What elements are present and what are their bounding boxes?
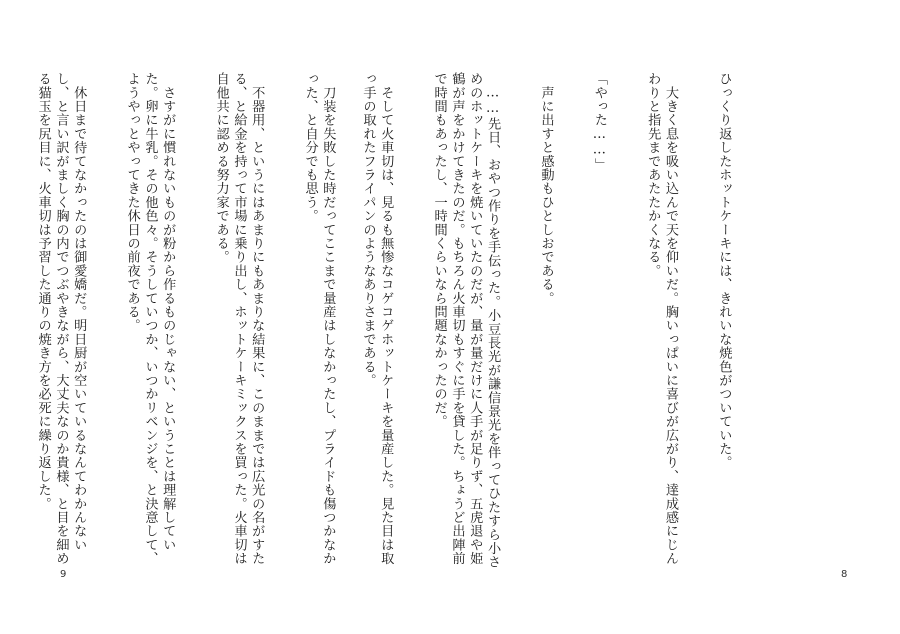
paragraph: そして火車切は、見るも無惨なコゲコゲホットケーキを量産した。見た目は取っ手の取れたフライパンのようなありさまである。 [360, 72, 394, 566]
paragraph: 大きく息を吸い込んで天を仰いだ。胸いっぱいに喜びが広がり、達成感にじんわりと指先まであたたかくなる。 [645, 72, 679, 566]
right-page-text [360, 72, 768, 572]
paragraph: 「やった……」 [591, 72, 607, 172]
paragraph: 不器用、というにはあまりにもあまりな結果に、このままでは広光の名がすたる、と給金を持って市場に乗り出し、ホットケーキミックスを買った。火車切は自他共に認める努力家である。 [213, 72, 265, 566]
paragraph: 休日まで待てなかったのは御愛嬌だ。明日厨が空いているなんてわかんないし、と言い訳がましく胸の内でつぶやきながら、大丈夫なのか貴様、と目を細める猫玉を尻目に、火車切は予習した通りの焼き方を必死に繰り返した。 [35, 72, 87, 566]
page-number-left: 9 [60, 569, 67, 580]
paragraph: さすがに慣れないものが粉から作るものじゃない、ということは理解していた。卵に牛乳。その他色々。そうしていつか、いつかリベンジを、と決意して、ようやっとやってきた休日の前夜である。 [124, 72, 176, 566]
paragraph: ひっくり返したホットケーキには、きれいな焼色がついていた。 [716, 72, 732, 470]
page-number-right: 8 [841, 569, 848, 580]
paragraph: 刀装を失敗した時だってここまで量産はしなかったし、プライドも傷つかなかった、と自分でも思う。 [302, 72, 336, 566]
right-page [360, 0, 900, 634]
paragraph: 声に出すと感動もひとしおである。 [538, 72, 554, 305]
paragraph: ……先日、おやつ作りを手伝った。小豆長光が謙信景光を伴ってひたすら小さめのホットケーキを焼いていたのだが、量が量だけに人手が足りず、五虎退や姫鶴が声をかけてきたのだ。もちろん火車切もすぐに手を貸した。ちょうど出陣前で時間もあったし、一時間くらいなら問題なかったのだ。 [431, 72, 501, 569]
